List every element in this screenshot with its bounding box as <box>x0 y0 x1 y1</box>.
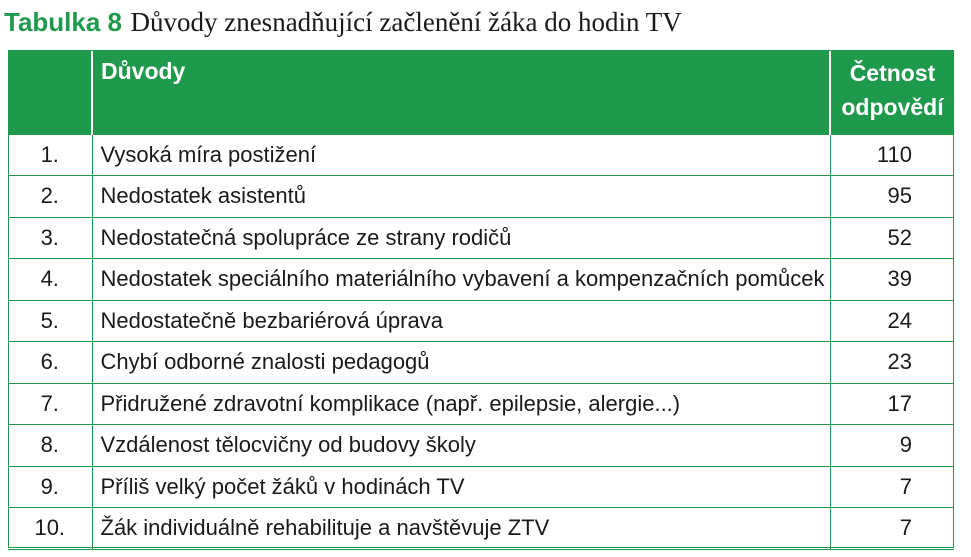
row-reason: Vzdálenost tělocvičny od budovy školy <box>92 425 830 467</box>
row-reason: Příliš velký počet žáků v hodinách TV <box>92 466 830 508</box>
row-number: 9. <box>8 466 92 508</box>
row-count: 17 <box>830 383 954 425</box>
row-reason: Nedostatek speciálního materiálního vybavení a kompenzačních pomůcek <box>92 259 830 301</box>
row-reason: Vysoká míra postižení <box>92 134 830 176</box>
table-header-row <box>8 50 954 134</box>
table-row <box>8 259 954 301</box>
row-number: 6. <box>8 342 92 384</box>
row-count: 24 <box>830 300 954 342</box>
row-count: 7 <box>830 466 954 508</box>
row-count: 39 <box>830 259 954 301</box>
header-frequency-line2: odpovědí <box>841 94 944 120</box>
row-reason: Přidružené zdravotní komplikace (např. epilepsie, alergie...) <box>92 383 830 425</box>
table-row <box>8 134 954 176</box>
row-count: 9 <box>830 425 954 467</box>
caption-label: Tabulka 8 <box>4 7 123 37</box>
row-number: 2. <box>8 176 92 218</box>
row-count: 7 <box>830 508 954 550</box>
row-count: 110 <box>830 134 954 176</box>
reasons-table <box>8 50 954 550</box>
row-reason: Nedostatek asistentů <box>92 176 830 218</box>
row-number: 7. <box>8 383 92 425</box>
row-count: 95 <box>830 176 954 218</box>
table-row <box>8 300 954 342</box>
row-reason: Nedostatečně bezbariérová úprava <box>92 300 830 342</box>
row-number: 3. <box>8 217 92 259</box>
row-reason: Žák individuálně rehabilituje a navštěvuje ZTV <box>92 508 830 550</box>
header-reason: Důvody <box>92 50 830 134</box>
table-row <box>8 342 954 384</box>
row-reason: Chybí odborné znalosti pedagogů <box>92 342 830 384</box>
row-reason: Nedostatečná spolupráce ze strany rodičů <box>92 217 830 259</box>
row-count: 23 <box>830 342 954 384</box>
table-row <box>8 383 954 425</box>
table-row <box>8 176 954 218</box>
row-number: 8. <box>8 425 92 467</box>
row-number: 4. <box>8 259 92 301</box>
table-row <box>8 217 954 259</box>
table-row <box>8 508 954 550</box>
header-number <box>8 50 92 134</box>
table-row <box>8 466 954 508</box>
header-frequency <box>830 50 954 134</box>
header-frequency-line1: Četnost <box>849 60 936 86</box>
caption-text: Důvody znesnadňující začlenění žáka do hodin TV <box>130 7 682 37</box>
table-body <box>8 134 954 549</box>
row-number: 5. <box>8 300 92 342</box>
row-number: 10. <box>8 508 92 550</box>
row-number: 1. <box>8 134 92 176</box>
table-row <box>8 425 954 467</box>
row-count: 52 <box>830 217 954 259</box>
table-caption <box>4 4 682 40</box>
